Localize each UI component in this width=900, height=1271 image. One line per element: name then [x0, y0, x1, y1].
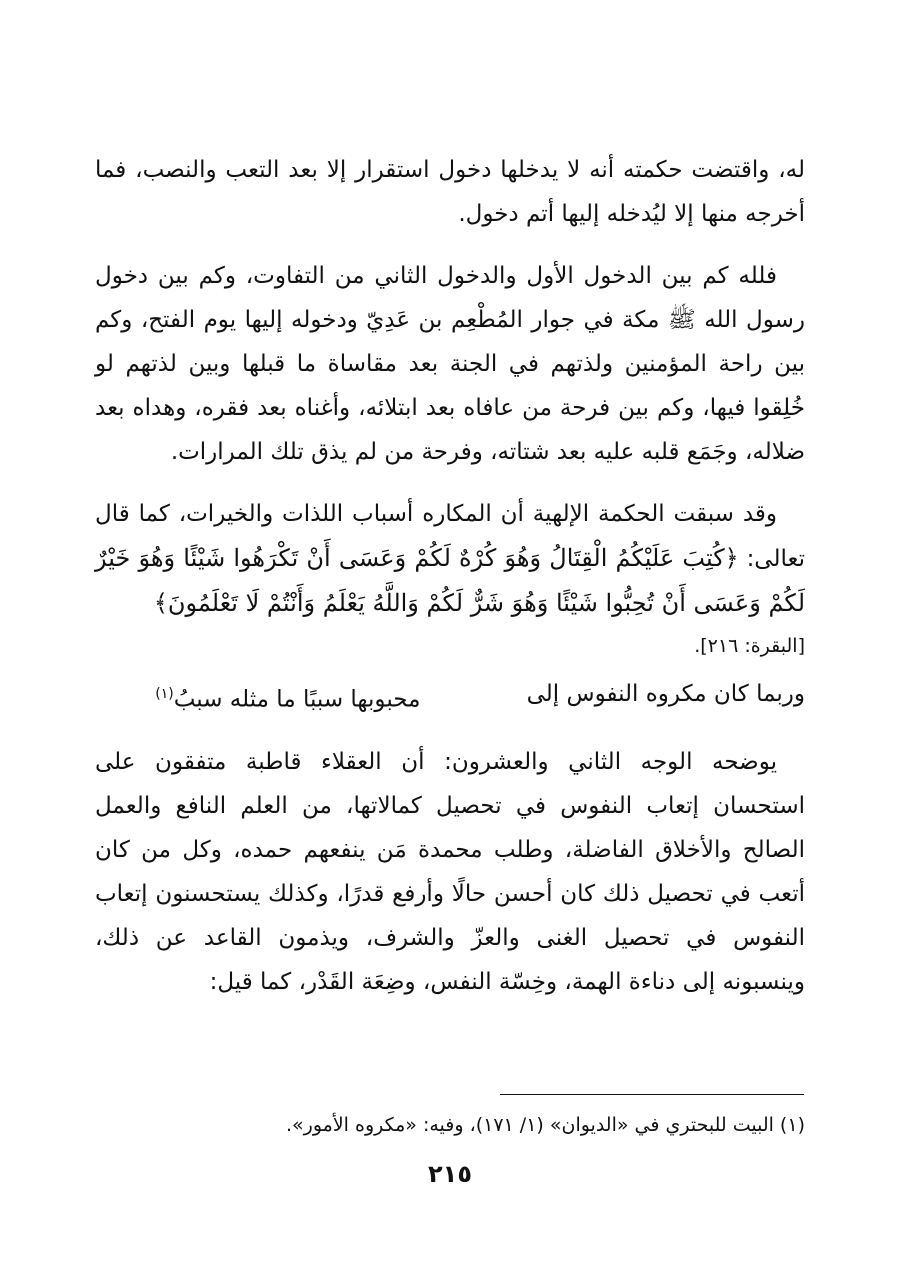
spacer	[95, 236, 805, 254]
paragraph-3	[95, 492, 805, 626]
paragraph-3-intro: وقد سبقت الحكمة الإلهية أن المكاره أسباب اللذات والخيرات، كما قال تعالى:	[95, 501, 805, 572]
poem-hemistich-2-text: محبوبها سببًا ما مثله سببُ	[173, 686, 421, 713]
footnote-marker[interactable]: (١)	[155, 686, 174, 702]
spacer	[95, 474, 805, 492]
footnote: (١) البيت للبحتري في «الديوان» (١/ ١٧١)، وفيه: «مكروه الأمور».	[286, 1114, 805, 1136]
paragraph-4: يوضحه الوجه الثاني والعشرون: أن العقلاء قاطبة متفقون على استحسان إتعاب النفوس في تحصيل كمالاتها، من العلم النافع والعمل الصالح والأخلاق الفاضلة، وطلب محمدة مَن ينفعهم حمده، وكل من كان أتعب في تحصيل ذلك كان أحسن حالًا وأرفع قدرًا، وكذلك يستحسنون إتعاب النفوس في تحصيل الغنى والعزّ والشرف، ويذمون القاعد عن ذلك، وينسبونه إلى دناءة الهمة، وخِسّة النفس، وضِعَة القَدْر، كما قيل:	[95, 748, 805, 995]
quran-reference: [البقرة: ٢١٦].	[694, 635, 805, 657]
page-body	[95, 148, 805, 1004]
poem-verse	[95, 672, 805, 722]
page-number: ٢١٥	[428, 1160, 472, 1188]
paragraph-2: فلله كم بين الدخول الأول والدخول الثاني من التفاوت، وكم بين دخول رسول الله ﷺ مكة في جوار المُطْعِم بن عَدِيّ ودخوله إليها يوم الفتح، وكم بين راحة المؤمنين ولذتهم في الجنة بعد مقاساة ما قبلها وبين لذتهم لو خُلِقوا فيها، وكم بين فرحة من عافاه بعد ابتلائه، وأغناه بعد فقره، وهداه بعد ضلاله، وجَمَع قلبه عليه بعد شتاته، وفرحة من لم يذق تلك المرارات.	[95, 263, 805, 465]
spacer	[95, 722, 805, 740]
footnote-divider	[500, 1094, 804, 1095]
poem-hemistich-2	[95, 672, 420, 722]
poem-hemistich-1: وربما كان مكروه النفوس إلى	[526, 681, 805, 707]
quran-verse: ﴿كُتِبَ عَلَيْكُمُ الْقِتَالُ وَهُوَ كُرْهٌ لَكُمْ وَعَسَى أَنْ تَكْرَهُوا شَيْئًا وَهُوَ خَيْرٌ لَكُمْ وَعَسَى أَنْ تُحِبُّوا شَيْئًا وَهُوَ شَرٌّ لَكُمْ وَاللَّهُ يَعْلَمُ وَأَنْتُمْ لَا تَعْلَمُونَ﴾	[95, 544, 805, 617]
paragraph-1: له، واقتضت حكمته أنه لا يدخلها دخول استقرار إلا بعد التعب والنصب، فما أخرجه منها إلا ليُدخله إليها أتم دخول.	[95, 157, 805, 227]
